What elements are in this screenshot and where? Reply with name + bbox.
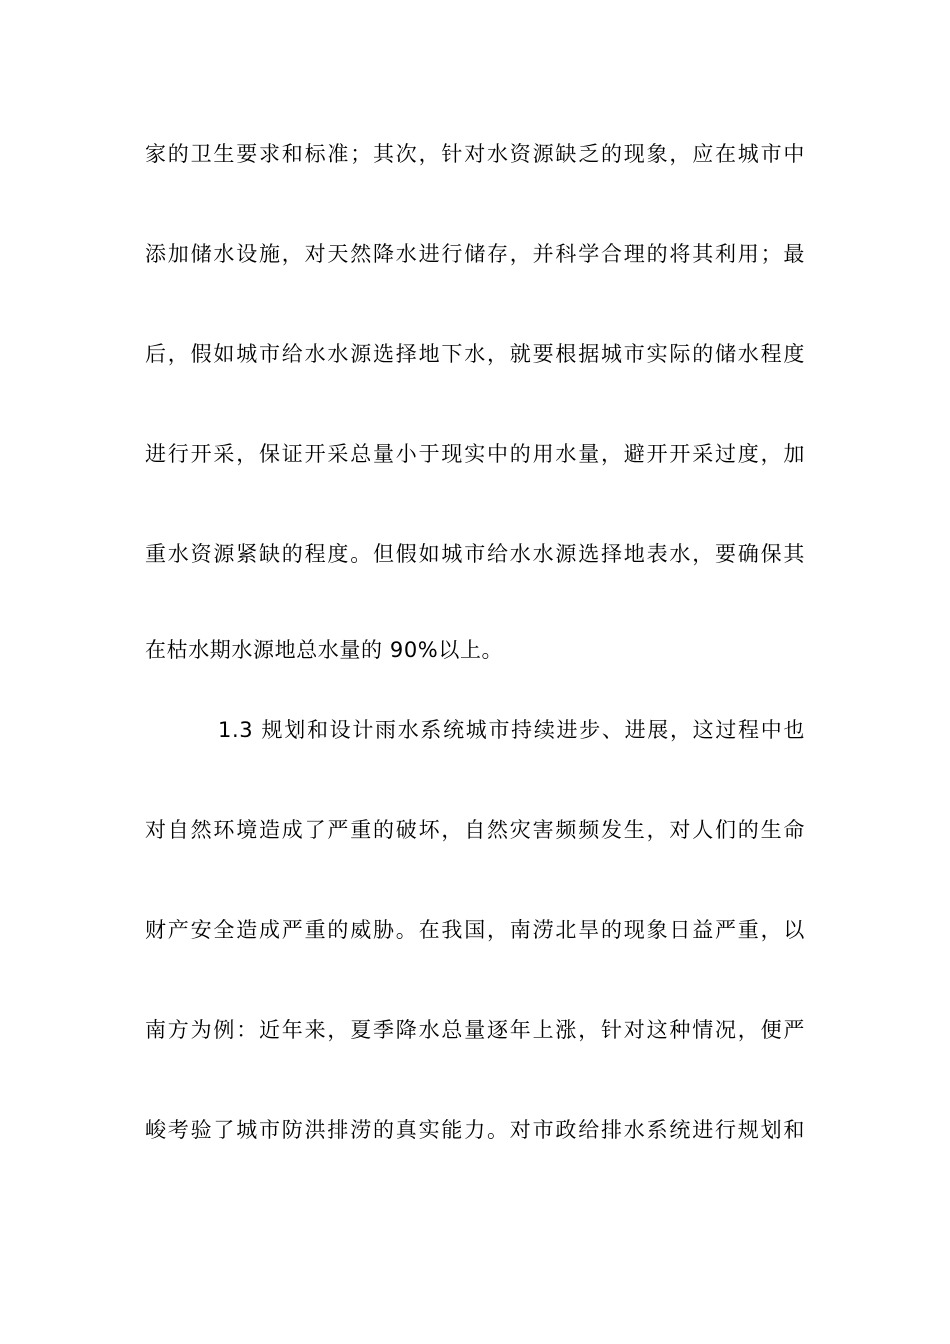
text-line: 家的卫生要求和标准；其次，针对水资源缺乏的现象，应在城市中 [145, 142, 805, 166]
text-line: 后，假如城市给水水源选择地下水，就要根据城市实际的储水程度 [145, 342, 805, 366]
text-line: 在枯水期水源地总水量的 90%以上。 [145, 638, 504, 662]
text-line: 重水资源紧缺的程度。但假如城市给水水源选择地表水，要确保其 [145, 542, 805, 566]
text-line: 峻考验了城市防洪排涝的真实能力。对市政给排水系统进行规划和 [145, 1118, 805, 1142]
text-line: 南方为例：近年来，夏季降水总量逐年上涨，针对这种情况，便严 [145, 1018, 805, 1042]
text-line: 财产安全造成严重的威胁。在我国，南涝北旱的现象日益严重，以 [145, 918, 805, 942]
text-line: 添加储水设施，对天然降水进行储存，并科学合理的将其利用；最 [145, 242, 805, 266]
text-line: 对自然环境造成了严重的破坏，自然灾害频频发生，对人们的生命 [145, 818, 805, 842]
text-line: 进行开采，保证开采总量小于现实中的用水量，避开开采过度，加 [145, 442, 805, 466]
section-heading-line: 1.3 规划和设计雨水系统城市持续进步、进展，这过程中也 [218, 718, 805, 742]
